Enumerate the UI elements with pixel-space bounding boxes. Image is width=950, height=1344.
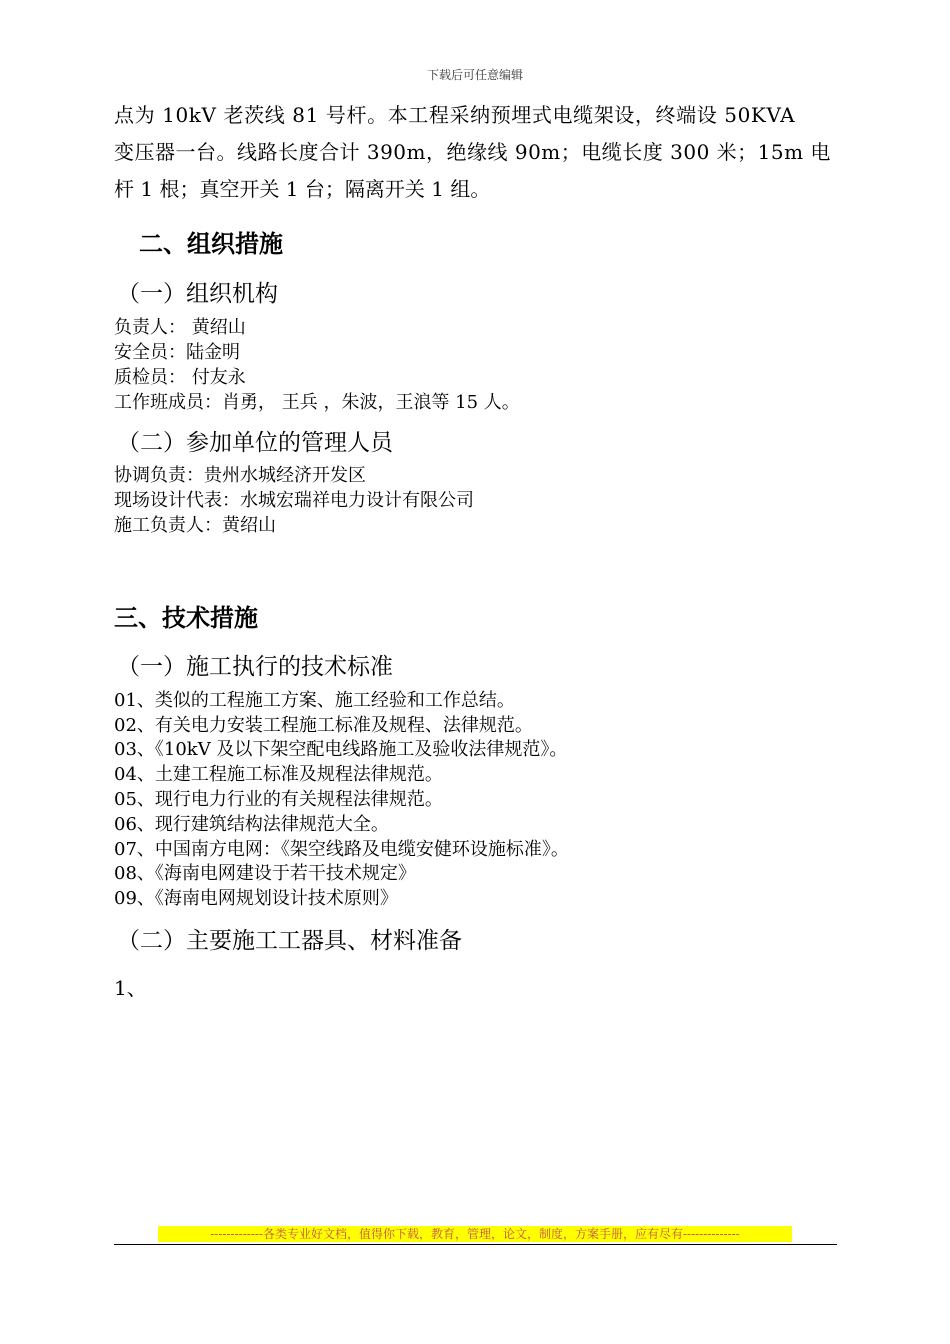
section-3-1-title: （一）施工执行的技术标准 xyxy=(117,654,393,680)
section-3-2-title: （二）主要施工工器具、材料准备 xyxy=(117,928,462,954)
footer-banner: -------------各类专业好文档，值得你下载，教育，管理，论文，制度，方案手册，应有尽有-------------- xyxy=(210,1227,740,1241)
list-item: 现场设计代表：水城宏瑞祥电力设计有限公司 xyxy=(114,490,474,511)
list-item: 工作班成员：肖勇， 王兵 ，朱波，王浪等 15 人。 xyxy=(114,392,520,413)
page-header: 下载后可任意编辑 xyxy=(426,68,523,82)
intro-line: 杆 1 根；真空开关 1 台；隔离开关 1 组。 xyxy=(114,177,491,201)
list-item: 02、有关电力安装工程施工标准及规程、法律规范。 xyxy=(114,715,533,736)
footer-divider xyxy=(114,1244,837,1245)
list-item: 安全员：陆金明 xyxy=(114,342,240,363)
intro-line: 变压器一台。线路长度合计 390m，绝缘线 90m；电缆长度 300 米；15m 电 xyxy=(114,140,831,164)
list-item: 05、现行电力行业的有关规程法律规范。 xyxy=(114,789,443,810)
list-item: 施工负责人：黄绍山 xyxy=(114,515,276,536)
section-3-title: 三、技术措施 xyxy=(114,604,258,632)
section-2-title: 二、组织措施 xyxy=(139,230,283,258)
list-item: 负责人： 黄绍山 xyxy=(114,317,246,338)
intro-paragraph xyxy=(114,97,838,208)
list-item: 01、类似的工程施工方案、施工经验和工作总结。 xyxy=(114,690,515,711)
list-item: 协调负责：贵州水城经济开发区 xyxy=(114,465,366,486)
section-2-1-title: （一）组织机构 xyxy=(117,281,278,307)
list-item: 质检员： 付友永 xyxy=(114,367,246,388)
list-item: 1、 xyxy=(114,976,147,1000)
list-item: 07、中国南方电网：《架空线路及电缆安健环设施标准》。 xyxy=(114,839,569,860)
list-item: 08、《海南电网建设于若干技术规定》 xyxy=(114,863,416,884)
list-item: 09、《海南电网规划设计技术原则》 xyxy=(114,888,398,909)
list-item: 06、现行建筑结构法律规范大全。 xyxy=(114,814,389,835)
section-2-2-title: （二）参加单位的管理人员 xyxy=(117,430,393,456)
intro-line: 点为 10kV 老茨线 81 号杆。本工程采纳预埋式电缆架设，终端设 50KVA xyxy=(114,103,796,127)
list-item: 04、土建工程施工标准及规程法律规范。 xyxy=(114,764,443,785)
list-item: 03、《10kV 及以下架空配电线路施工及验收法律规范》。 xyxy=(114,739,568,760)
